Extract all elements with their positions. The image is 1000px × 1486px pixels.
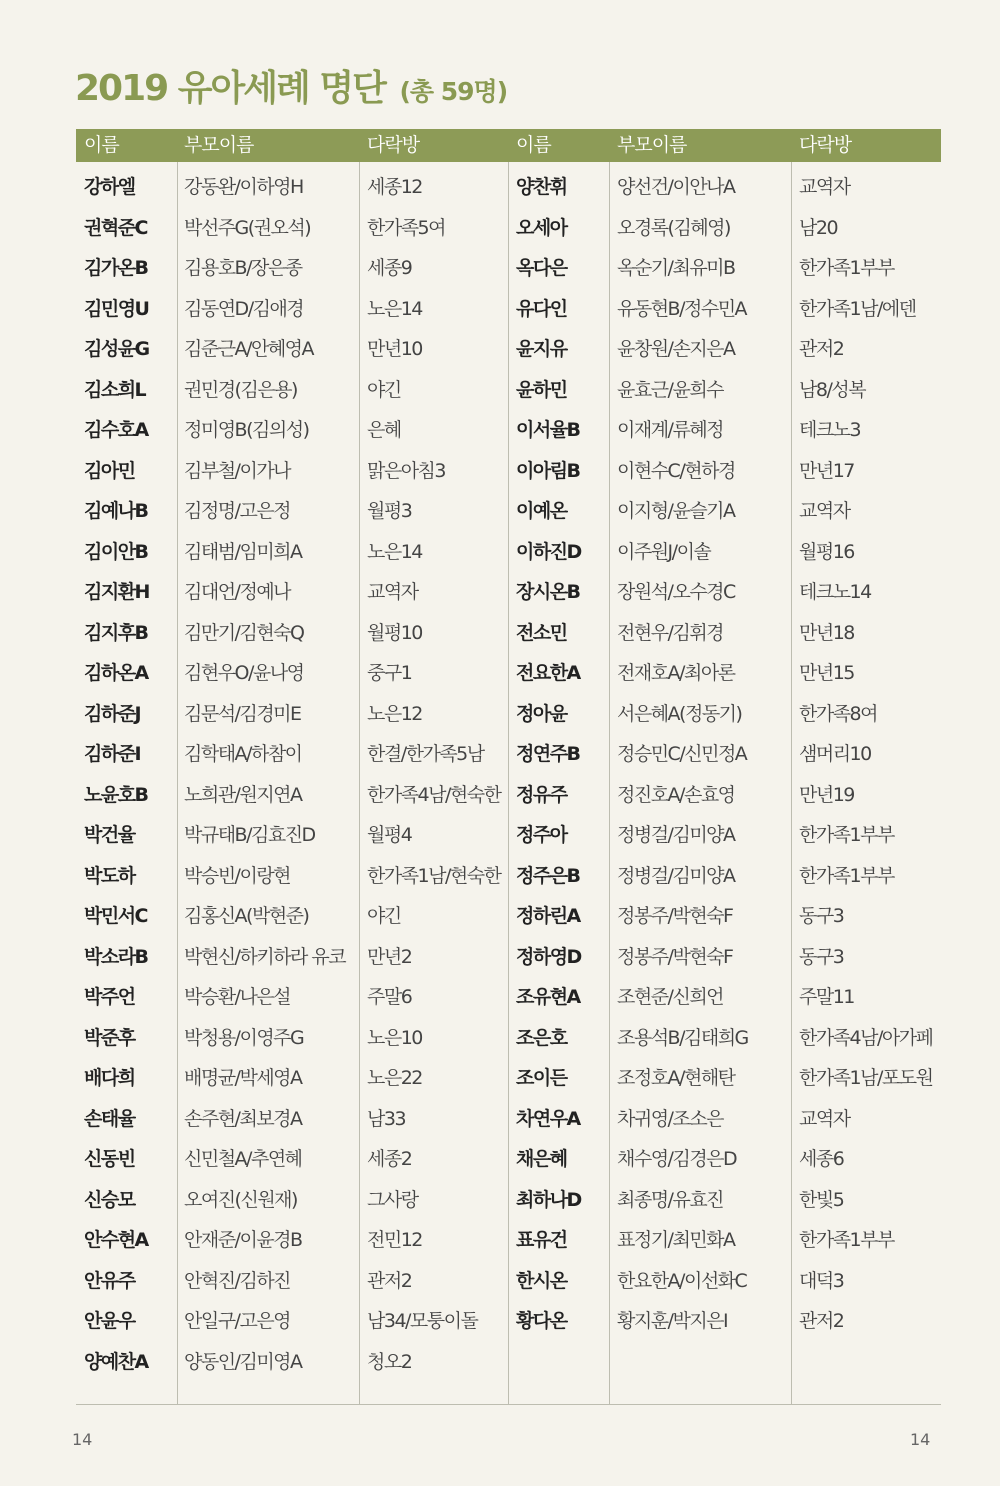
header-name-left: 이름: [84, 134, 119, 156]
cell-parent: 김대언/정예나: [184, 581, 291, 603]
cell-group: 테크노3: [799, 419, 861, 441]
cell-name: 황다온: [516, 1310, 567, 1332]
cell-group: 맑은아침3: [367, 459, 446, 482]
cell-name: 안유주: [84, 1269, 135, 1292]
cell-name: 박건율: [84, 824, 135, 846]
cell-name: 오세아: [516, 216, 567, 239]
cell-group: 노은22: [367, 1067, 422, 1089]
cell-group: 샘머리10: [799, 743, 871, 765]
cell-parent: 옥순기/최유미B: [617, 257, 735, 279]
cell-parent: 안혁진/김하진: [184, 1269, 291, 1292]
cell-group: 한가족8여: [799, 702, 878, 725]
cell-parent: 차귀영/조소은: [617, 1107, 724, 1130]
cell-name: 조은호: [516, 1026, 567, 1049]
cell-parent: 박선주G(권오석): [184, 216, 311, 239]
cell-name: 이예온: [516, 500, 567, 522]
cell-parent: 신민철A/추연혜: [184, 1148, 302, 1170]
cell-group: 교역자: [799, 176, 850, 198]
cell-group: 동구3: [799, 945, 844, 968]
cell-group: 월평3: [367, 500, 412, 522]
cell-name: 박도하: [84, 864, 135, 887]
cell-name: 강하엘: [84, 176, 135, 198]
cell-group: 동구3: [799, 905, 844, 927]
cell-group: 주말6: [367, 986, 412, 1008]
cell-group: 만년18: [799, 621, 854, 644]
cell-parent: 김학태A/하참이: [184, 743, 302, 765]
cell-parent: 정미영B(김의성): [184, 419, 309, 441]
baptism-list-table: [76, 129, 941, 1405]
cell-name: 양예찬A: [84, 1350, 148, 1373]
cell-group: 월평10: [367, 621, 422, 644]
cell-group: 관저2: [367, 1269, 412, 1292]
cell-group: 노은14: [367, 297, 422, 320]
cell-name: 배다희: [84, 1067, 135, 1089]
cell-name: 김지환H: [84, 581, 149, 603]
cell-group: 노은10: [367, 1026, 422, 1049]
cell-parent: 정승민C/신민정A: [617, 743, 747, 765]
cell-group: 대덕3: [799, 1269, 844, 1292]
cell-parent: 박현신/하키하라 유코: [184, 945, 346, 968]
cell-name: 김지후B: [84, 621, 148, 644]
cell-parent: 김만기/김현숙Q: [184, 621, 304, 644]
cell-name: 정연주B: [516, 743, 580, 765]
cell-name: 정아윤: [516, 702, 567, 725]
cell-name: 정하영D: [516, 945, 581, 968]
cell-parent: 안재준/이윤경B: [184, 1229, 302, 1251]
cell-parent: 조현준/신희언: [617, 986, 724, 1008]
cell-group: 세종6: [799, 1148, 844, 1170]
cell-name: 김이안B: [84, 540, 148, 563]
cell-group: 한가족1남/포도원: [799, 1067, 933, 1089]
cell-name: 김하온A: [84, 662, 148, 684]
header-group-right: 다락방: [799, 134, 852, 156]
cell-parent: 김부철/이가나: [184, 459, 291, 482]
cell-group: 노은14: [367, 540, 422, 563]
cell-parent: 윤효근/윤희수: [617, 378, 724, 401]
cell-parent: 정봉주/박현숙F: [617, 905, 733, 927]
cell-name: 이하진D: [516, 540, 581, 563]
cell-name: 정주은B: [516, 864, 580, 887]
header-parents-left: 부모이름: [184, 134, 254, 156]
cell-name: 이아림B: [516, 459, 580, 482]
cell-group: 만년2: [367, 945, 412, 968]
cell-group: 한빛5: [799, 1188, 844, 1211]
column-divider: [508, 162, 509, 1405]
cell-group: 한가족1남/에덴: [799, 297, 916, 320]
cell-group: 한가족4남/아가페: [799, 1026, 933, 1049]
cell-group: 세종12: [367, 176, 422, 198]
page-title: [75, 64, 507, 117]
cell-name: 조이든: [516, 1067, 567, 1089]
cell-group: 한가족1부부: [799, 824, 894, 846]
cell-name: 전소민: [516, 621, 567, 644]
column-divider: [359, 162, 360, 1405]
cell-parent: 김현우O/윤나영: [184, 662, 304, 684]
cell-name: 윤지유: [516, 338, 567, 360]
cell-name: 박준후: [84, 1026, 135, 1049]
cell-name: 신승모: [84, 1188, 135, 1211]
cell-name: 이서율B: [516, 419, 580, 441]
cell-name: 최하나D: [516, 1188, 581, 1211]
cell-name: 윤하민: [516, 378, 567, 401]
cell-group: 만년10: [367, 338, 422, 360]
cell-parent: 박승환/나은설: [184, 986, 291, 1008]
cell-group: 교역자: [799, 1107, 850, 1130]
cell-parent: 조정호A/현해탄: [617, 1067, 735, 1089]
cell-parent: 강동완/이하영H: [184, 176, 303, 198]
cell-group: 테크노14: [799, 581, 871, 603]
cell-name: 노윤호B: [84, 783, 148, 806]
cell-name: 안수현A: [84, 1229, 148, 1251]
header-parents-right: 부모이름: [617, 134, 687, 156]
cell-group: 월평4: [367, 824, 412, 846]
cell-name: 유다인: [516, 297, 567, 320]
cell-parent: 양선건/이안나A: [617, 176, 735, 198]
cell-parent: 이주원J/이솔: [617, 540, 711, 563]
cell-parent: 김정명/고은정: [184, 500, 291, 522]
cell-parent: 장원석/오수경C: [617, 581, 735, 603]
cell-group: 만년19: [799, 783, 854, 806]
cell-name: 김소희L: [84, 378, 146, 401]
cell-group: 야긴: [367, 905, 401, 927]
cell-group: 세종2: [367, 1148, 412, 1170]
cell-group: 그사랑: [367, 1188, 418, 1211]
cell-group: 한가족1부부: [799, 257, 894, 279]
cell-name: 안윤우: [84, 1310, 135, 1332]
cell-parent: 박청용/이영주G: [184, 1026, 304, 1049]
cell-parent: 양동인/김미영A: [184, 1350, 302, 1373]
cell-name: 정유주: [516, 783, 567, 806]
cell-parent: 오여진(신원재): [184, 1188, 297, 1211]
cell-parent: 조용석B/김태희G: [617, 1026, 748, 1049]
page-title-count: (총 59명): [399, 77, 508, 106]
cell-parent: 정봉주/박현숙F: [617, 945, 733, 968]
cell-group: 한결/한가족5남: [367, 743, 484, 765]
header-group-left: 다락방: [367, 134, 420, 156]
cell-group: 전민12: [367, 1229, 422, 1251]
cell-parent: 정병걸/김미양A: [617, 864, 735, 887]
cell-parent: 권민경(김은용): [184, 378, 297, 401]
cell-parent: 노희관/원지연A: [184, 783, 302, 806]
cell-parent: 전현우/김휘경: [617, 621, 724, 644]
cell-name: 권혁준C: [84, 216, 148, 239]
cell-group: 청오2: [367, 1350, 412, 1373]
column-divider: [791, 162, 792, 1405]
cell-name: 김수호A: [84, 419, 148, 441]
cell-parent: 표정기/최민화A: [617, 1229, 735, 1251]
cell-group: 중구1: [367, 662, 412, 684]
cell-name: 박주언: [84, 986, 135, 1008]
table-header: [76, 129, 941, 162]
cell-name: 옥다은: [516, 257, 567, 279]
cell-name: 박민서C: [84, 905, 148, 927]
cell-name: 김민영U: [84, 297, 149, 320]
header-name-right: 이름: [516, 134, 551, 156]
cell-parent: 채수영/김경은D: [617, 1148, 737, 1170]
cell-group: 은혜: [367, 419, 401, 441]
cell-parent: 최종명/유효진: [617, 1188, 724, 1211]
cell-name: 박소라B: [84, 945, 148, 968]
cell-group: 남34/모퉁이돌: [367, 1310, 478, 1332]
cell-group: 교역자: [799, 500, 850, 522]
cell-name: 김가온B: [84, 257, 148, 279]
cell-group: 한가족5여: [367, 216, 446, 239]
cell-parent: 박규태B/김효진D: [184, 824, 315, 846]
cell-group: 남33: [367, 1107, 406, 1130]
cell-name: 채은혜: [516, 1148, 567, 1170]
cell-parent: 이현수C/현하경: [617, 459, 735, 482]
cell-name: 한시온: [516, 1269, 567, 1292]
cell-parent: 정병걸/김미양A: [617, 824, 735, 846]
cell-name: 차연우A: [516, 1107, 580, 1130]
cell-parent: 배명균/박세영A: [184, 1067, 302, 1089]
cell-group: 한가족4남/현숙한: [367, 783, 501, 806]
cell-group: 주말11: [799, 986, 854, 1008]
cell-group: 한가족1부부: [799, 864, 894, 887]
page-number-left: 14: [72, 1430, 93, 1449]
cell-parent: 전재호A/최아론: [617, 662, 735, 684]
cell-parent: 정진호A/손효영: [617, 783, 735, 806]
cell-parent: 서은혜A(정동기): [617, 702, 742, 725]
cell-group: 관저2: [799, 1310, 844, 1332]
cell-parent: 황지훈/박지은I: [617, 1310, 728, 1332]
cell-group: 한가족1부부: [799, 1229, 894, 1251]
cell-name: 김성윤G: [84, 338, 149, 360]
cell-parent: 김준근A/안혜영A: [184, 338, 314, 360]
cell-group: 노은12: [367, 702, 422, 725]
cell-name: 신동빈: [84, 1148, 135, 1170]
cell-name: 표유건: [516, 1229, 567, 1251]
cell-parent: 김태범/임미희A: [184, 540, 302, 563]
cell-group: 세종9: [367, 257, 412, 279]
cell-group: 남8/성복: [799, 378, 866, 401]
cell-name: 정주아: [516, 824, 567, 846]
cell-parent: 손주현/최보경A: [184, 1107, 302, 1130]
cell-parent: 김동연D/김애경: [184, 297, 304, 320]
cell-name: 정하린A: [516, 905, 580, 927]
cell-parent: 김문석/김경미E: [184, 702, 301, 725]
cell-group: 야긴: [367, 378, 401, 401]
cell-name: 김아민: [84, 459, 135, 482]
cell-parent: 이지형/윤슬기A: [617, 500, 735, 522]
cell-group: 만년17: [799, 459, 854, 482]
cell-name: 조유현A: [516, 986, 580, 1008]
cell-name: 김하준I: [84, 743, 141, 765]
cell-name: 김하준J: [84, 702, 141, 725]
cell-parent: 한요한A/이선화C: [617, 1269, 747, 1292]
cell-name: 장시온B: [516, 581, 580, 603]
cell-group: 월평16: [799, 540, 854, 563]
cell-group: 남20: [799, 216, 838, 239]
cell-parent: 오경록(김혜영): [617, 216, 730, 239]
column-divider: [177, 162, 178, 1405]
cell-parent: 안일구/고은영: [184, 1310, 291, 1332]
table-bottom-rule: [76, 1404, 941, 1405]
cell-name: 양찬휘: [516, 176, 567, 198]
cell-parent: 유동현B/정수민A: [617, 297, 747, 320]
cell-parent: 김홍신A(박현준): [184, 905, 309, 927]
cell-parent: 김용호B/장은종: [184, 257, 302, 279]
page-number-right: 14: [910, 1430, 931, 1449]
cell-group: 교역자: [367, 581, 418, 603]
cell-parent: 윤창원/손지은A: [617, 338, 735, 360]
cell-group: 한가족1남/현숙한: [367, 864, 501, 887]
column-divider: [609, 162, 610, 1405]
cell-name: 김예나B: [84, 500, 148, 522]
cell-group: 관저2: [799, 338, 844, 360]
cell-parent: 박승빈/이랑현: [184, 864, 291, 887]
cell-group: 만년15: [799, 662, 854, 684]
cell-name: 손태율: [84, 1107, 135, 1130]
cell-parent: 이재계/류혜정: [617, 419, 724, 441]
cell-name: 전요한A: [516, 662, 580, 684]
page-title-main: 2019 유아세례 명단: [75, 68, 385, 109]
